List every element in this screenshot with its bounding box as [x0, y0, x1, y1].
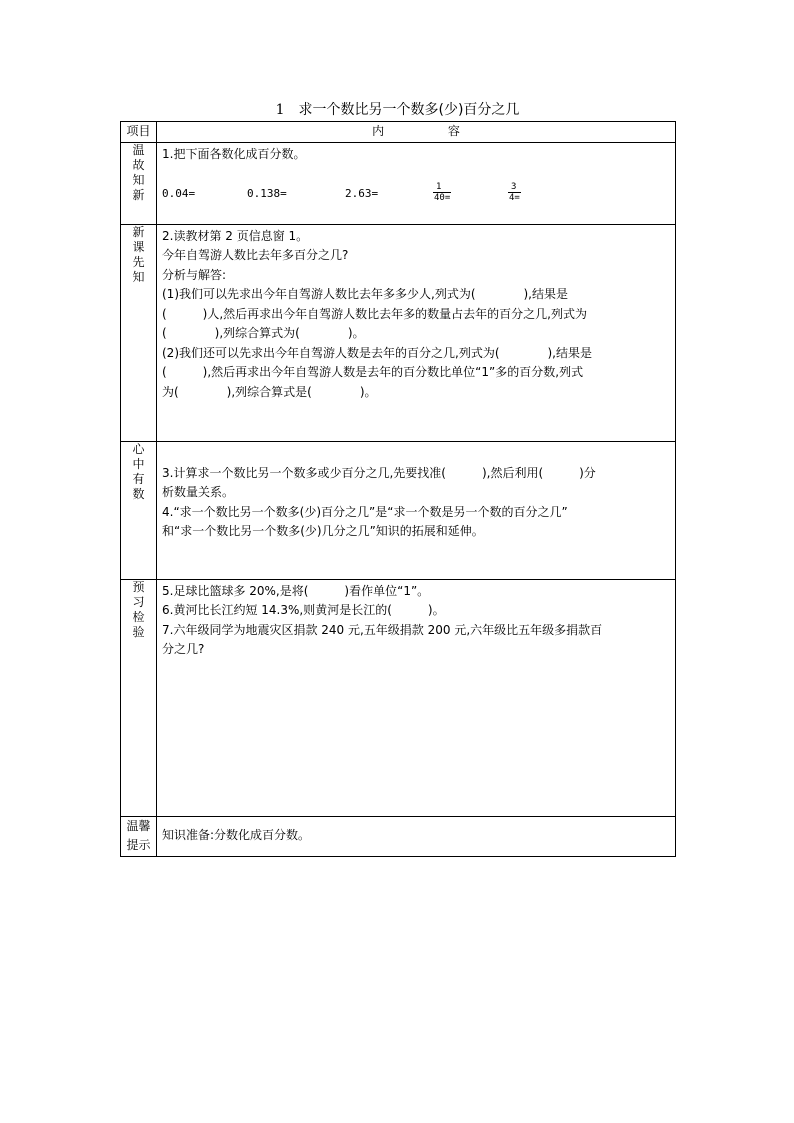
- content-line: 7.六年级同学为地震灾区捐款 240 元,五年级捐款 200 元,六年级比五年级多捐款百: [162, 622, 603, 637]
- section-understanding-content: [157, 441, 676, 579]
- section-understanding-row: [121, 441, 676, 579]
- content-line: 5.足球比篮球多 20%,是将( )看作单位“1”。: [162, 583, 430, 598]
- section-understanding-label: 心中有数: [132, 441, 145, 501]
- section-tip-label-line: 提示: [126, 838, 151, 852]
- section-preview-row: [121, 579, 676, 816]
- fraction-numerator: 1: [436, 182, 442, 192]
- content-line: 分析与解答:: [162, 267, 227, 282]
- header-item-label: 项目: [126, 124, 151, 138]
- conversion-row: [162, 167, 671, 203]
- section-review-row: [121, 142, 676, 224]
- section-review-label: 温故知新: [132, 142, 145, 202]
- content-line: 今年自驾游人数比去年多百分之几?: [162, 248, 349, 262]
- content-line: 3.计算求一个数比另一个数多或少百分之几,先要找准( ),然后利用( )分: [162, 465, 596, 480]
- header-content-cell: [157, 122, 676, 143]
- content-line: 析数量关系。: [162, 485, 235, 499]
- content-line: ( ),列综合算式为( )。: [162, 326, 365, 340]
- lesson-title: 求一个数比另一个数多(少)百分之几: [298, 102, 520, 118]
- content-line: 和“求一个数比另一个数多(少)几分之几”知识的拓展和延伸。: [162, 524, 484, 538]
- content-line: 4.“求一个数比另一个数多(少)百分之几”是“求一个数是另一个数的百分之几”: [162, 504, 568, 519]
- tip-text: 知识准备:分数化成百分数。: [162, 828, 311, 843]
- section-tip-content: [157, 816, 676, 856]
- section-tip-row: [121, 816, 676, 856]
- header-content-label: 内 容: [372, 124, 490, 138]
- table-header-row: [121, 122, 676, 143]
- section-preview-label-cell: [121, 579, 157, 816]
- section-new-lesson-label-cell: [121, 224, 157, 441]
- section-understanding-label-cell: [121, 441, 157, 579]
- header-item-cell: [121, 122, 157, 143]
- section-preview-label: 预习检验: [132, 579, 145, 639]
- fraction: [433, 182, 451, 203]
- content-line: 2.读教材第 2 页信息窗 1。: [162, 228, 309, 243]
- section-tip-label-cell: [121, 816, 157, 856]
- fraction-denominator: 40: [434, 193, 445, 203]
- conversion-item: 0.04=: [162, 186, 196, 200]
- fraction-equals: =: [444, 193, 451, 203]
- section-new-lesson-row: [121, 224, 676, 441]
- worksheet-table: [120, 121, 676, 857]
- fraction-item: [433, 182, 508, 203]
- content-line: 分之几?: [162, 642, 205, 656]
- fraction-numerator: 3: [511, 182, 517, 192]
- fraction: [508, 182, 521, 203]
- question-1: 1.把下面各数化成百分数。: [162, 146, 306, 161]
- section-review-content: [157, 142, 676, 224]
- content-line: ( )人,然后再求出今年自驾游人数比去年多的数量占去年的百分之几,列式为: [162, 306, 587, 321]
- page-title: [120, 101, 675, 119]
- section-tip-label-line: 温馨: [126, 818, 151, 833]
- fraction-denominator: 4: [509, 193, 515, 203]
- lesson-number: 1: [275, 102, 285, 118]
- content-line: ( ),然后再求出今年自驾游人数是去年的百分数比单位“1”多的百分数,列式: [162, 365, 584, 379]
- content-line: 6.黄河比长江约短 14.3%,则黄河是长江的( )。: [162, 603, 445, 617]
- fraction-equals: =: [514, 193, 520, 203]
- fraction-item: [508, 182, 568, 203]
- section-review-label-cell: [121, 142, 157, 224]
- content-line: (1)我们可以先求出今年自驾游人数比去年多多少人,列式为( ),结果是: [162, 287, 568, 301]
- conversion-item: 0.138=: [247, 186, 287, 200]
- section-preview-content: [157, 579, 676, 816]
- content-line: 为( ),列综合算式是( )。: [162, 384, 377, 399]
- content-line: (2)我们还可以先求出今年自驾游人数是去年的百分之几,列式为( ),结果是: [162, 345, 592, 360]
- conversion-item: 2.63=: [345, 186, 379, 200]
- section-new-lesson-content: [157, 224, 676, 441]
- section-new-lesson-label: 新课先知: [132, 224, 145, 284]
